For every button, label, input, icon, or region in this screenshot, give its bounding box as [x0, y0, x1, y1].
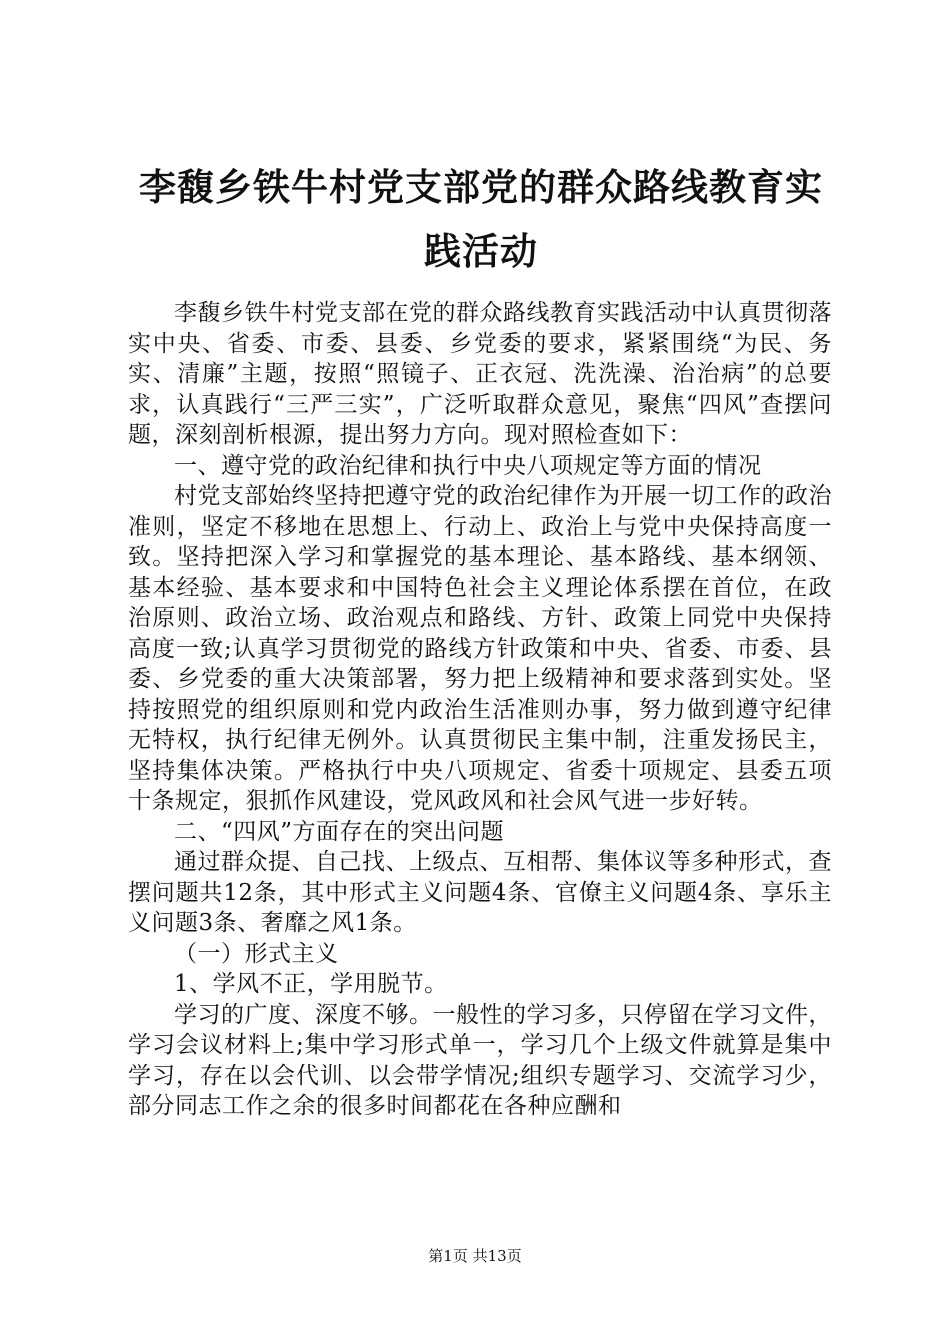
- paragraph-section-1: 村党支部始终坚持把遵守党的政治纪律作为开展一切工作的政治准则，坚定不移地在思想上、行动上、政治上与党中央保持高度一致。坚持把深入学习和掌握党的基本理论、基本路线、基本纲领、基本经验、基本要求和中国特色社会主义理论体系摆在首位，在政治原则、政治立场、政治观点和路线、方针、政策上同党中央保持高度一致;认真学习贯彻党的路线方针政策和中央、省委、市委、县委、乡党委的重大决策部署，努力把上级精神和要求落到实处。坚持按照党的组织原则和党内政治生活准则办事，努力做到遵守纪律无特权，执行纪律无例外。认真贯彻民主集中制，注重发扬民主，坚持集体决策。严格执行中央八项规定、省委十项规定、县委五项十条规定，狠抓作风建设，党风政风和社会风气进一步好转。: [128, 483, 832, 814]
- paragraph-item-1: 学习的广度、深度不够。一般性的学习多，只停留在学习文件，学习会议材料上;集中学习形式单一，学习几个上级文件就算是集中学习，存在以会代训、以会带学情况;组织专题学习、交流学习少，部分同志工作之余的很多时间都花在各种应酬和: [128, 1001, 832, 1119]
- paragraph-intro: 李馥乡铁牛村党支部在党的群众路线教育实践活动中认真贯彻落实中央、省委、市委、县委、乡党委的要求，紧紧围绕“为民、务实、清廉”主题，按照“照镜子、正衣冠、洗洗澡、治治病”的总要求，认真践行“三严三实”，广泛听取群众意见，聚焦“四风”查摆问题，深刻剖析根源，提出努力方向。现对照检查如下：: [128, 300, 832, 448]
- page-footer: 第1页 共13页: [428, 1247, 522, 1265]
- subsection-heading-1: （一）形式主义: [174, 940, 339, 967]
- item-heading-1: 1、学风不正，学用脱节。: [174, 971, 448, 997]
- document-body: [128, 298, 832, 1122]
- section-heading-2: 二、“四风”方面存在的突出问题: [174, 818, 505, 845]
- document-title: 李馥乡铁牛村党支部党的群众路线教育实践活动: [139, 166, 823, 273]
- paragraph-section-2: 通过群众提、自己找、上级点、互相帮、集体议等多种形式，查摆问题共12条，其中形式主义问题4条、官僚主义问题4条、享乐主义问题3条、奢靡之风1条。: [128, 849, 832, 936]
- section-heading-1: 一、遵守党的政治纪律和执行中央八项规定等方面的情况: [174, 452, 762, 479]
